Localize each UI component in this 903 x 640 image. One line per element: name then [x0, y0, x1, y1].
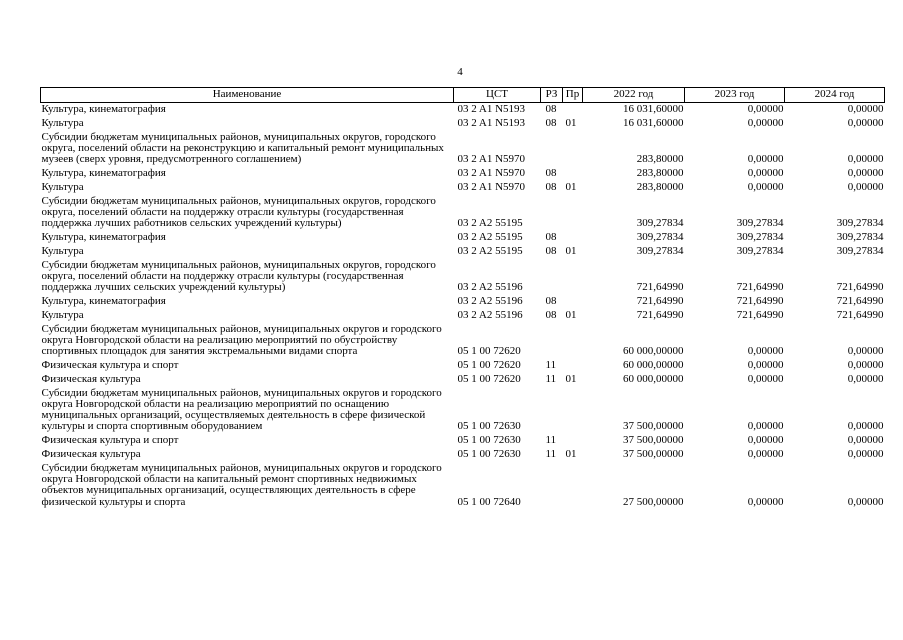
- cell-name: Культура, кинематография: [41, 166, 166, 179]
- cell-2023: 0,00000: [747, 448, 784, 461]
- table-row: [41, 434, 885, 448]
- cell-pr: 01: [565, 244, 577, 257]
- cell-cst: 03 2 A1 N5970: [457, 166, 526, 179]
- cell-cst: 03 2 A1 N5970: [457, 180, 526, 193]
- cell-name: Культура, кинематография: [41, 294, 166, 307]
- cell-rz: 11: [545, 448, 557, 461]
- table-body: [41, 103, 885, 510]
- cell-2023: 0,00000: [747, 116, 784, 129]
- cell-2024: 0,00000: [847, 103, 884, 115]
- cell-cst: 03 2 A2 55195: [457, 244, 523, 257]
- cell-rz: [541, 387, 563, 435]
- table-row: [41, 309, 885, 323]
- cell-2024: 0,00000: [847, 495, 884, 508]
- cell-2022: 721,64990: [636, 281, 684, 294]
- table-row: [41, 373, 885, 387]
- cell-2023: 0,00000: [747, 345, 784, 358]
- cell-rz: 08: [545, 308, 557, 321]
- cell-cst: 03 2 A2 55196: [457, 294, 523, 307]
- table-row: [41, 231, 885, 245]
- cell-2024: 0,00000: [847, 345, 884, 358]
- cell-2023: 0,00000: [747, 372, 784, 385]
- cell-pr: 01: [565, 180, 577, 193]
- cell-pr: [563, 387, 583, 435]
- cell-cst: 03 2 A1 N5193: [457, 103, 526, 115]
- cell-2024: 0,00000: [847, 420, 884, 433]
- table-row: [41, 323, 885, 359]
- header-2023: 2023 год: [685, 88, 785, 103]
- cell-rz: 11: [545, 372, 557, 385]
- cell-2024: 0,00000: [847, 372, 884, 385]
- table-header: [41, 88, 885, 103]
- cell-rz: 08: [545, 230, 557, 243]
- cell-2022: 309,27834: [636, 217, 684, 230]
- cell-name: Культура, кинематография: [41, 103, 166, 115]
- cell-2023: 0,00000: [747, 420, 784, 433]
- cell-cst: 03 2 A2 55195: [457, 217, 523, 230]
- table-row: [41, 195, 885, 231]
- header-2024: 2024 год: [785, 88, 885, 103]
- header-name: Наименование: [41, 88, 454, 103]
- cell-2024: 0,00000: [847, 434, 884, 447]
- cell-2022: 309,27834: [636, 230, 684, 243]
- cell-2024: 721,64990: [836, 281, 884, 294]
- cell-2022: 27 500,00000: [623, 495, 684, 508]
- cell-2022: 37 500,00000: [623, 434, 684, 447]
- cell-2022: 60 000,00000: [623, 345, 684, 358]
- cell-pr: 01: [565, 448, 577, 461]
- cell-2023: 0,00000: [747, 166, 784, 179]
- cell-cst: 03 2 A2 55196: [457, 281, 523, 294]
- cell-2023: 721,64990: [736, 281, 784, 294]
- cell-2023: 0,00000: [747, 358, 784, 371]
- cell-name: Культура: [41, 244, 84, 257]
- cell-2024: 0,00000: [847, 180, 884, 193]
- cell-2023: 0,00000: [747, 180, 784, 193]
- cell-name: Культура: [41, 308, 84, 321]
- cell-rz: 08: [545, 180, 557, 193]
- table-row: [41, 245, 885, 259]
- table-row: [41, 359, 885, 373]
- cell-2022: 283,80000: [636, 180, 684, 193]
- cell-2024: 721,64990: [836, 294, 884, 307]
- table-row: [41, 462, 885, 510]
- cell-2023: 309,27834: [736, 230, 784, 243]
- cell-2022: 283,80000: [636, 153, 684, 166]
- table-row: [41, 448, 885, 462]
- cell-rz: [541, 323, 563, 359]
- header-rz: РЗ: [541, 88, 563, 103]
- cell-2023: 0,00000: [747, 153, 784, 166]
- cell-cst: 05 1 00 72620: [457, 345, 521, 358]
- cell-name: Культура, кинематография: [41, 230, 166, 243]
- cell-rz: [541, 259, 563, 295]
- cell-name: Физическая культура: [41, 372, 141, 385]
- cell-pr: 01: [565, 308, 577, 321]
- cell-cst: 03 2 A1 N5193: [457, 116, 526, 129]
- cell-rz: 08: [545, 294, 557, 307]
- table-row: [41, 117, 885, 131]
- budget-table: [40, 87, 885, 510]
- cell-pr: [563, 131, 583, 167]
- cell-rz: 08: [545, 103, 557, 115]
- cell-2022: 283,80000: [636, 166, 684, 179]
- cell-cst: 03 2 A2 55196: [457, 308, 523, 321]
- cell-name: Субсидии бюджетам муниципальных районов, муниципальных округов и городского округа Новгородской области на реализацию мероприятий по оснащению муниципальных организаций, осуществляемых деятельность в сфере физической культуры и спорта спортивным оборудованием: [41, 386, 442, 433]
- cell-rz: [541, 195, 563, 231]
- cell-2022: 37 500,00000: [623, 420, 684, 433]
- cell-rz: 11: [545, 358, 557, 371]
- cell-name: Культура: [41, 116, 84, 129]
- cell-2023: 309,27834: [736, 217, 784, 230]
- cell-cst: 03 2 A2 55195: [457, 230, 523, 243]
- cell-rz: [541, 462, 563, 510]
- cell-2022: 60 000,00000: [623, 358, 684, 371]
- cell-2023: 0,00000: [747, 434, 784, 447]
- table-row: [41, 387, 885, 435]
- cell-pr: [563, 195, 583, 231]
- table-row: [41, 103, 885, 117]
- cell-name: Субсидии бюджетам муниципальных районов, муниципальных округов и городского округа Новгородской области на реализацию мероприятий по обустройству спортивных площадок для занятия экстремальными видами спорта: [41, 322, 442, 358]
- table-row: [41, 259, 885, 295]
- cell-cst: 05 1 00 72630: [457, 420, 521, 433]
- cell-2023: 0,00000: [747, 495, 784, 508]
- cell-2023: 721,64990: [736, 308, 784, 321]
- cell-pr: [563, 359, 583, 373]
- cell-2022: 721,64990: [636, 308, 684, 321]
- cell-2023: 721,64990: [736, 294, 784, 307]
- cell-cst: 03 2 A1 N5970: [457, 153, 526, 166]
- cell-2024: 309,27834: [836, 230, 884, 243]
- cell-pr: [563, 323, 583, 359]
- table-row: [41, 181, 885, 195]
- cell-2022: 37 500,00000: [623, 448, 684, 461]
- cell-name: Физическая культура и спорт: [41, 434, 179, 447]
- table-row: [41, 131, 885, 167]
- cell-2024: 0,00000: [847, 448, 884, 461]
- cell-2024: 721,64990: [836, 308, 884, 321]
- cell-2022: 60 000,00000: [623, 372, 684, 385]
- cell-pr: [563, 259, 583, 295]
- cell-pr: [563, 103, 583, 117]
- page-number: 4: [457, 66, 463, 78]
- cell-2022: 16 031,60000: [623, 103, 684, 115]
- cell-name: Физическая культура: [41, 448, 141, 461]
- cell-2022: 721,64990: [636, 294, 684, 307]
- cell-rz: 11: [545, 434, 557, 447]
- cell-2023: 0,00000: [747, 103, 784, 115]
- cell-name: Субсидии бюджетам муниципальных районов, муниципальных округов, городского округа, поселений области на поддержку отрасли культуры (государственная поддержка лучших работников сельских учреждений культуры): [41, 194, 436, 230]
- cell-cst: 05 1 00 72640: [457, 495, 521, 508]
- cell-name: Физическая культура и спорт: [41, 358, 179, 371]
- cell-2022: 16 031,60000: [623, 116, 684, 129]
- table-row: [41, 167, 885, 181]
- cell-2024: 0,00000: [847, 358, 884, 371]
- cell-2023: 309,27834: [736, 244, 784, 257]
- header-pr: Пр: [563, 88, 583, 103]
- cell-pr: [563, 462, 583, 510]
- cell-2024: 309,27834: [836, 217, 884, 230]
- cell-name: Субсидии бюджетам муниципальных районов, муниципальных округов, городского округа, поселений области на поддержку отрасли культуры (государственная поддержка лучших сельских учреждений культуры): [41, 258, 436, 294]
- cell-pr: [563, 295, 583, 309]
- cell-pr: [563, 434, 583, 448]
- cell-2024: 0,00000: [847, 166, 884, 179]
- cell-pr: 01: [565, 372, 577, 385]
- cell-2024: 309,27834: [836, 244, 884, 257]
- cell-2024: 0,00000: [847, 116, 884, 129]
- cell-cst: 05 1 00 72630: [457, 434, 521, 447]
- cell-pr: [563, 167, 583, 181]
- cell-name: Культура: [41, 180, 84, 193]
- cell-cst: 05 1 00 72620: [457, 358, 521, 371]
- cell-rz: 08: [545, 244, 557, 257]
- cell-rz: [541, 131, 563, 167]
- cell-2024: 0,00000: [847, 153, 884, 166]
- cell-cst: 05 1 00 72620: [457, 372, 521, 385]
- cell-pr: [563, 231, 583, 245]
- cell-cst: 05 1 00 72630: [457, 448, 521, 461]
- header-cst: ЦСТ: [454, 88, 541, 103]
- header-2022: 2022 год: [583, 88, 685, 103]
- table-row: [41, 295, 885, 309]
- cell-rz: 08: [545, 166, 557, 179]
- cell-pr: 01: [565, 116, 577, 129]
- cell-name: Субсидии бюджетам муниципальных районов, муниципальных округов и городского округа Новгородской области на капитальный ремонт спортивных недвижимых объектов муниципальных организаций, осуществляющих деятельность в сфере физической культуры и спорта: [41, 461, 442, 508]
- cell-2022: 309,27834: [636, 244, 684, 257]
- cell-rz: 08: [545, 116, 557, 129]
- cell-name: Субсидии бюджетам муниципальных районов, муниципальных округов, городского округа, поселений области на реконструкцию и капитальный ремонт муниципальных музеев (сверх уровня, предусмотренного соглашением): [41, 130, 444, 166]
